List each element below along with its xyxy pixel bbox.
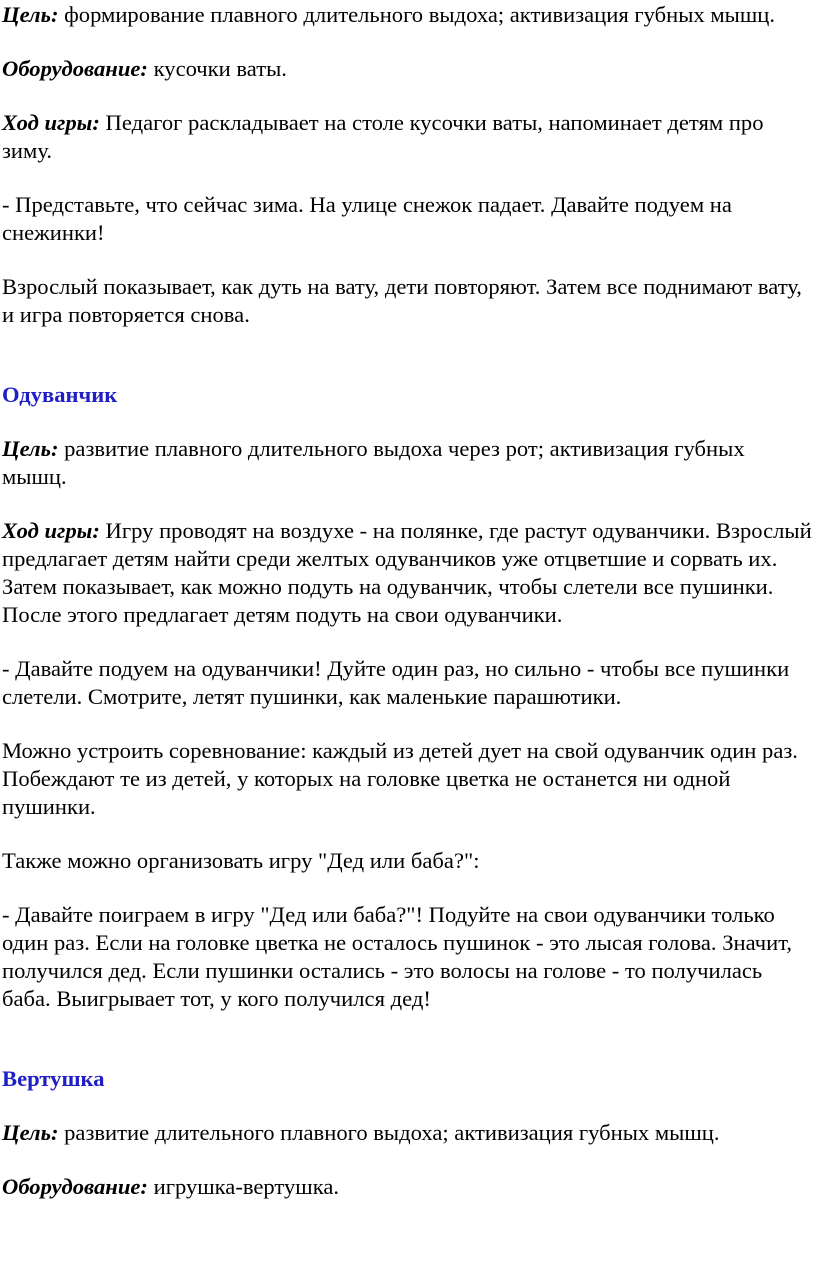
speech-paragraph: - Давайте поиграем в игру "Дед или баба?"! Подуйте на свои одуванчики только один раз. Если на головке цветка не осталось пушинок - это лысая голова. Значит, получился дед. Если пушинки остались - это волосы на голове - то получилась баба. Выигрывает тот, у кого получился дед! — [2, 902, 793, 1011]
also-paragraph: Также можно организовать игру "Дед или баба?": — [2, 848, 480, 873]
speech-paragraph: - Давайте подуем на одуванчики! Дуйте один раз, но сильно - чтобы все пушинки слетели. Смотрите, летят пушинки, как маленькие парашютики. — [2, 656, 790, 709]
spacer — [2, 355, 814, 381]
competition-paragraph: Можно устроить соревнование: каждый из детей дует на свой одуванчик один раз. Побеждают те из детей, у которых на головке цветка не останется ни одной пушинки. — [2, 738, 798, 819]
goal-label: Цель: — [2, 1120, 59, 1145]
equipment-paragraph — [2, 55, 814, 83]
spacer — [2, 1039, 814, 1065]
section-heading-vertushka: Вертушка — [2, 1066, 105, 1091]
goal-text: развитие плавного длительного выдоха через рот; активизация губных мышц. — [2, 436, 745, 489]
goal-label: Цель: — [2, 436, 59, 461]
goal-paragraph — [2, 1119, 814, 1147]
goal-text: развитие длительного плавного выдоха; активизация губных мышц. — [58, 1120, 720, 1145]
goal-paragraph — [2, 435, 814, 491]
adult-paragraph: Взрослый показывает, как дуть на вату, дети повторяют. Затем все поднимают вату, и игра повторяется снова. — [2, 274, 802, 327]
equipment-paragraph — [2, 1173, 814, 1201]
course-label: Ход игры: — [2, 518, 100, 543]
goal-paragraph — [2, 1, 814, 29]
course-text: Педагог раскладывает на столе кусочки ваты, напоминает детям про зиму. — [2, 110, 764, 163]
speech-paragraph: - Представьте, что сейчас зима. На улице снежок падает. Давайте подуем на снежинки! — [2, 192, 732, 245]
course-text: Игру проводят на воздухе - на полянке, где растут одуванчики. Взрослый предлагает детям найти среди желтых одуванчиков уже отцветшие и сорвать их. Затем показывает, как можно подуть на одуванчик, чтобы слетели все пушинки. После этого предлагает детям подуть на свои одуванчики. — [2, 518, 812, 627]
course-paragraph — [2, 109, 814, 165]
goal-label: Цель: — [2, 2, 59, 27]
equipment-text: кусочки ваты. — [147, 56, 287, 81]
course-label: Ход игры: — [2, 110, 100, 135]
equipment-label: Оборудование: — [2, 56, 148, 81]
goal-text: формирование плавного длительного выдоха; активизация губных мышц. — [58, 2, 775, 27]
equipment-label: Оборудование: — [2, 1174, 148, 1199]
document-page — [2, 1, 814, 1201]
course-paragraph — [2, 517, 814, 629]
equipment-text: игрушка-вертушка. — [147, 1174, 340, 1199]
section-heading-oduvanchik: Одуванчик — [2, 382, 118, 407]
